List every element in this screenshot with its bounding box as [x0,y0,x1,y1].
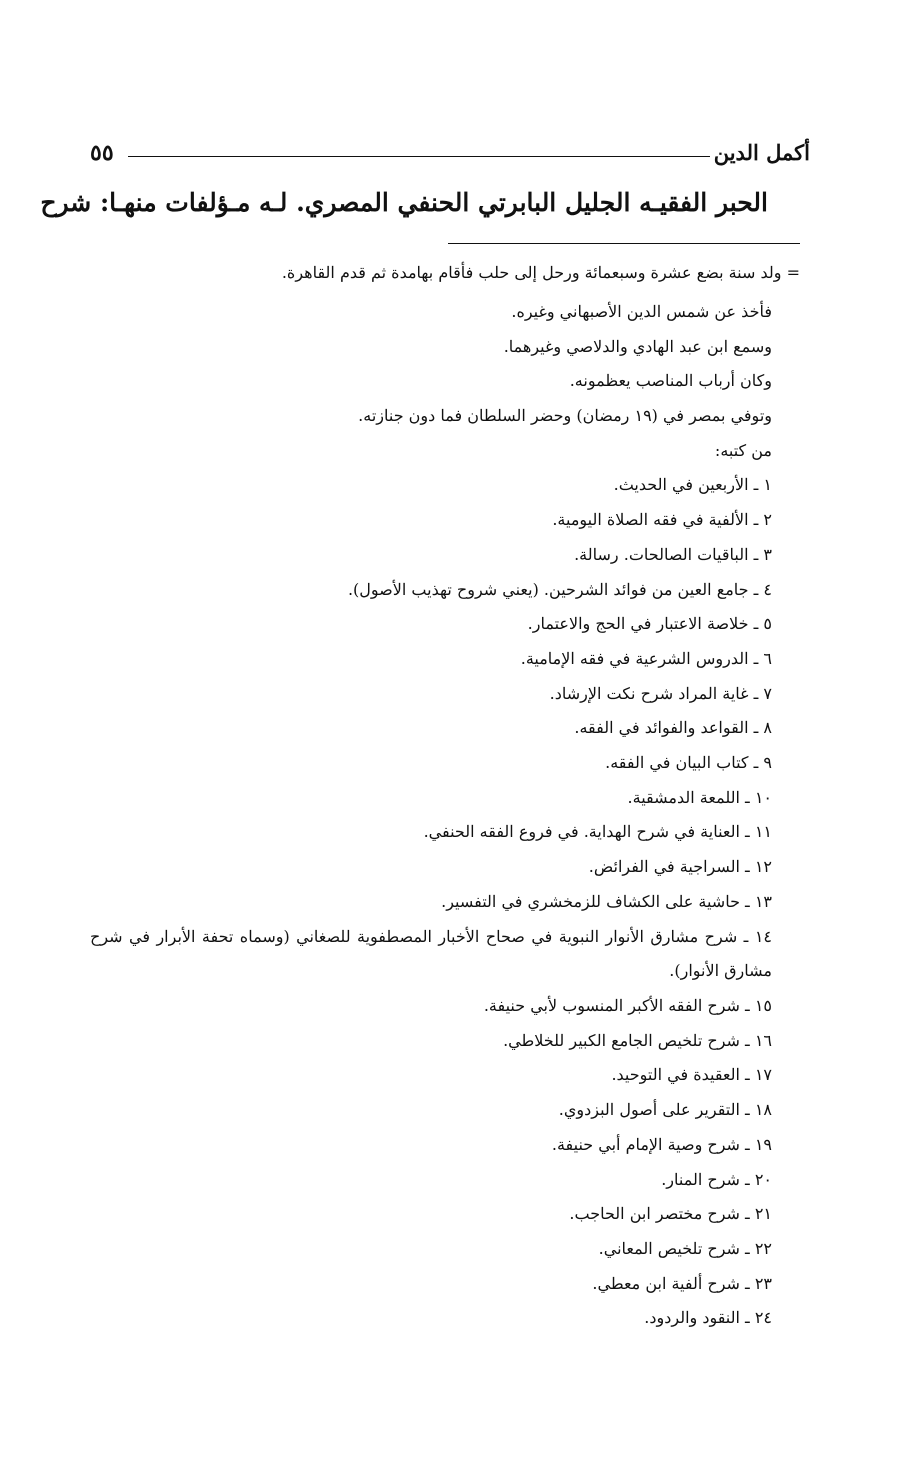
footnote-continuation [150,263,800,282]
running-title: أكمل الدين [713,140,810,165]
list-item: ١٦ ـ شرح تلخيص الجامع الكبير للخلاطي. [503,1030,772,1050]
footnote-line: فأخذ عن شمس الدين الأصبهاني وغيره. [511,302,772,321]
list-item: ٧ ـ غاية المراد شرح نكت الإرشاد. [549,683,772,703]
list-item: ١ ـ الأربعين في الحديث. [613,475,772,495]
list-item: ٤ ـ جامع العين من فوائد الشرحين. (يعني شروح تهذيب الأصول). [347,579,772,599]
list-item: ١٠ ـ اللمعة الدمشقية. [627,787,772,807]
list-item: ٢٢ ـ شرح تلخيص المعاني. [598,1238,772,1258]
list-item: ٢٣ ـ شرح ألفية ابن معطي. [592,1273,772,1293]
list-item: ٢٠ ـ شرح المنار. [661,1169,772,1189]
header-rule [128,156,710,157]
footnote-line: وكان أرباب المناصب يعظمونه. [569,371,772,391]
list-item: ١٨ ـ التقرير على أصول البزدوي. [558,1100,772,1120]
list-item: ٣ ـ الباقيات الصالحات. رسالة. [574,544,772,564]
footnote-line: وتوفي بمصر في (١٩ رمضان) وحضر السلطان فما دون جنازته. [358,406,772,426]
list-item: ٥ ـ خلاصة الاعتبار في الحج والاعتمار. [527,614,772,634]
list-item: ٢٤ ـ النقود والردود. [644,1308,772,1328]
list-item: ١٥ ـ شرح الفقه الأكبر المنسوب لأبي حنيفة. [483,995,772,1015]
body-text: الحبر الفقيـه الجليل البابرتي الحنفي المصري. لـه مـؤلفات منهـا: شرح [40,188,768,217]
list-item: ١١ ـ العناية في شرح الهداية. في فروع الفقه الحنفي. [423,822,772,842]
list-item: ١٧ ـ العقيدة في التوحيد. [611,1065,772,1085]
page-header [90,140,810,170]
footnote-line: وسمع ابن عبد الهادي والدلاصي وغيرهما. [503,336,772,356]
list-item: ٨ ـ القواعد والفوائد في الفقه. [574,718,772,738]
list-item: ١٣ ـ حاشية على الكشاف للزمخشري في التفسير. [441,891,772,911]
page-number: ٥٥ [90,140,114,166]
list-item: ١٢ ـ السراجية في الفرائض. [588,857,772,877]
list-item: ٢ ـ الألفية في فقه الصلاة اليومية. [552,510,772,530]
list-item: ٩ ـ كتاب البيان في الفقه. [605,753,772,773]
works-heading: من كتبه: [714,440,772,460]
continuation-text: ولد سنة بضع عشرة وسبعمائة ورحل إلى حلب فأقام بهامدة ثم قدم القاهرة. [281,263,782,282]
list-item: ٢١ ـ شرح مختصر ابن الحاجب. [569,1204,772,1224]
list-item: ١٩ ـ شرح وصية الإمام أبي حنيفة. [551,1134,772,1154]
continuation-marker: = [786,263,800,282]
footnote-body [90,295,772,1336]
footnote-separator [448,243,800,244]
list-item: ٦ ـ الدروس الشرعية في فقه الإمامية. [520,648,772,668]
list-item: ١٤ ـ شرح مشارق الأنوار النبوية في صحاح الأخبار المصطفوية للصغاني (وسماه تحفة الأبرار في شرح مشارق الأنوار). [90,926,772,981]
works-list [90,468,772,1336]
